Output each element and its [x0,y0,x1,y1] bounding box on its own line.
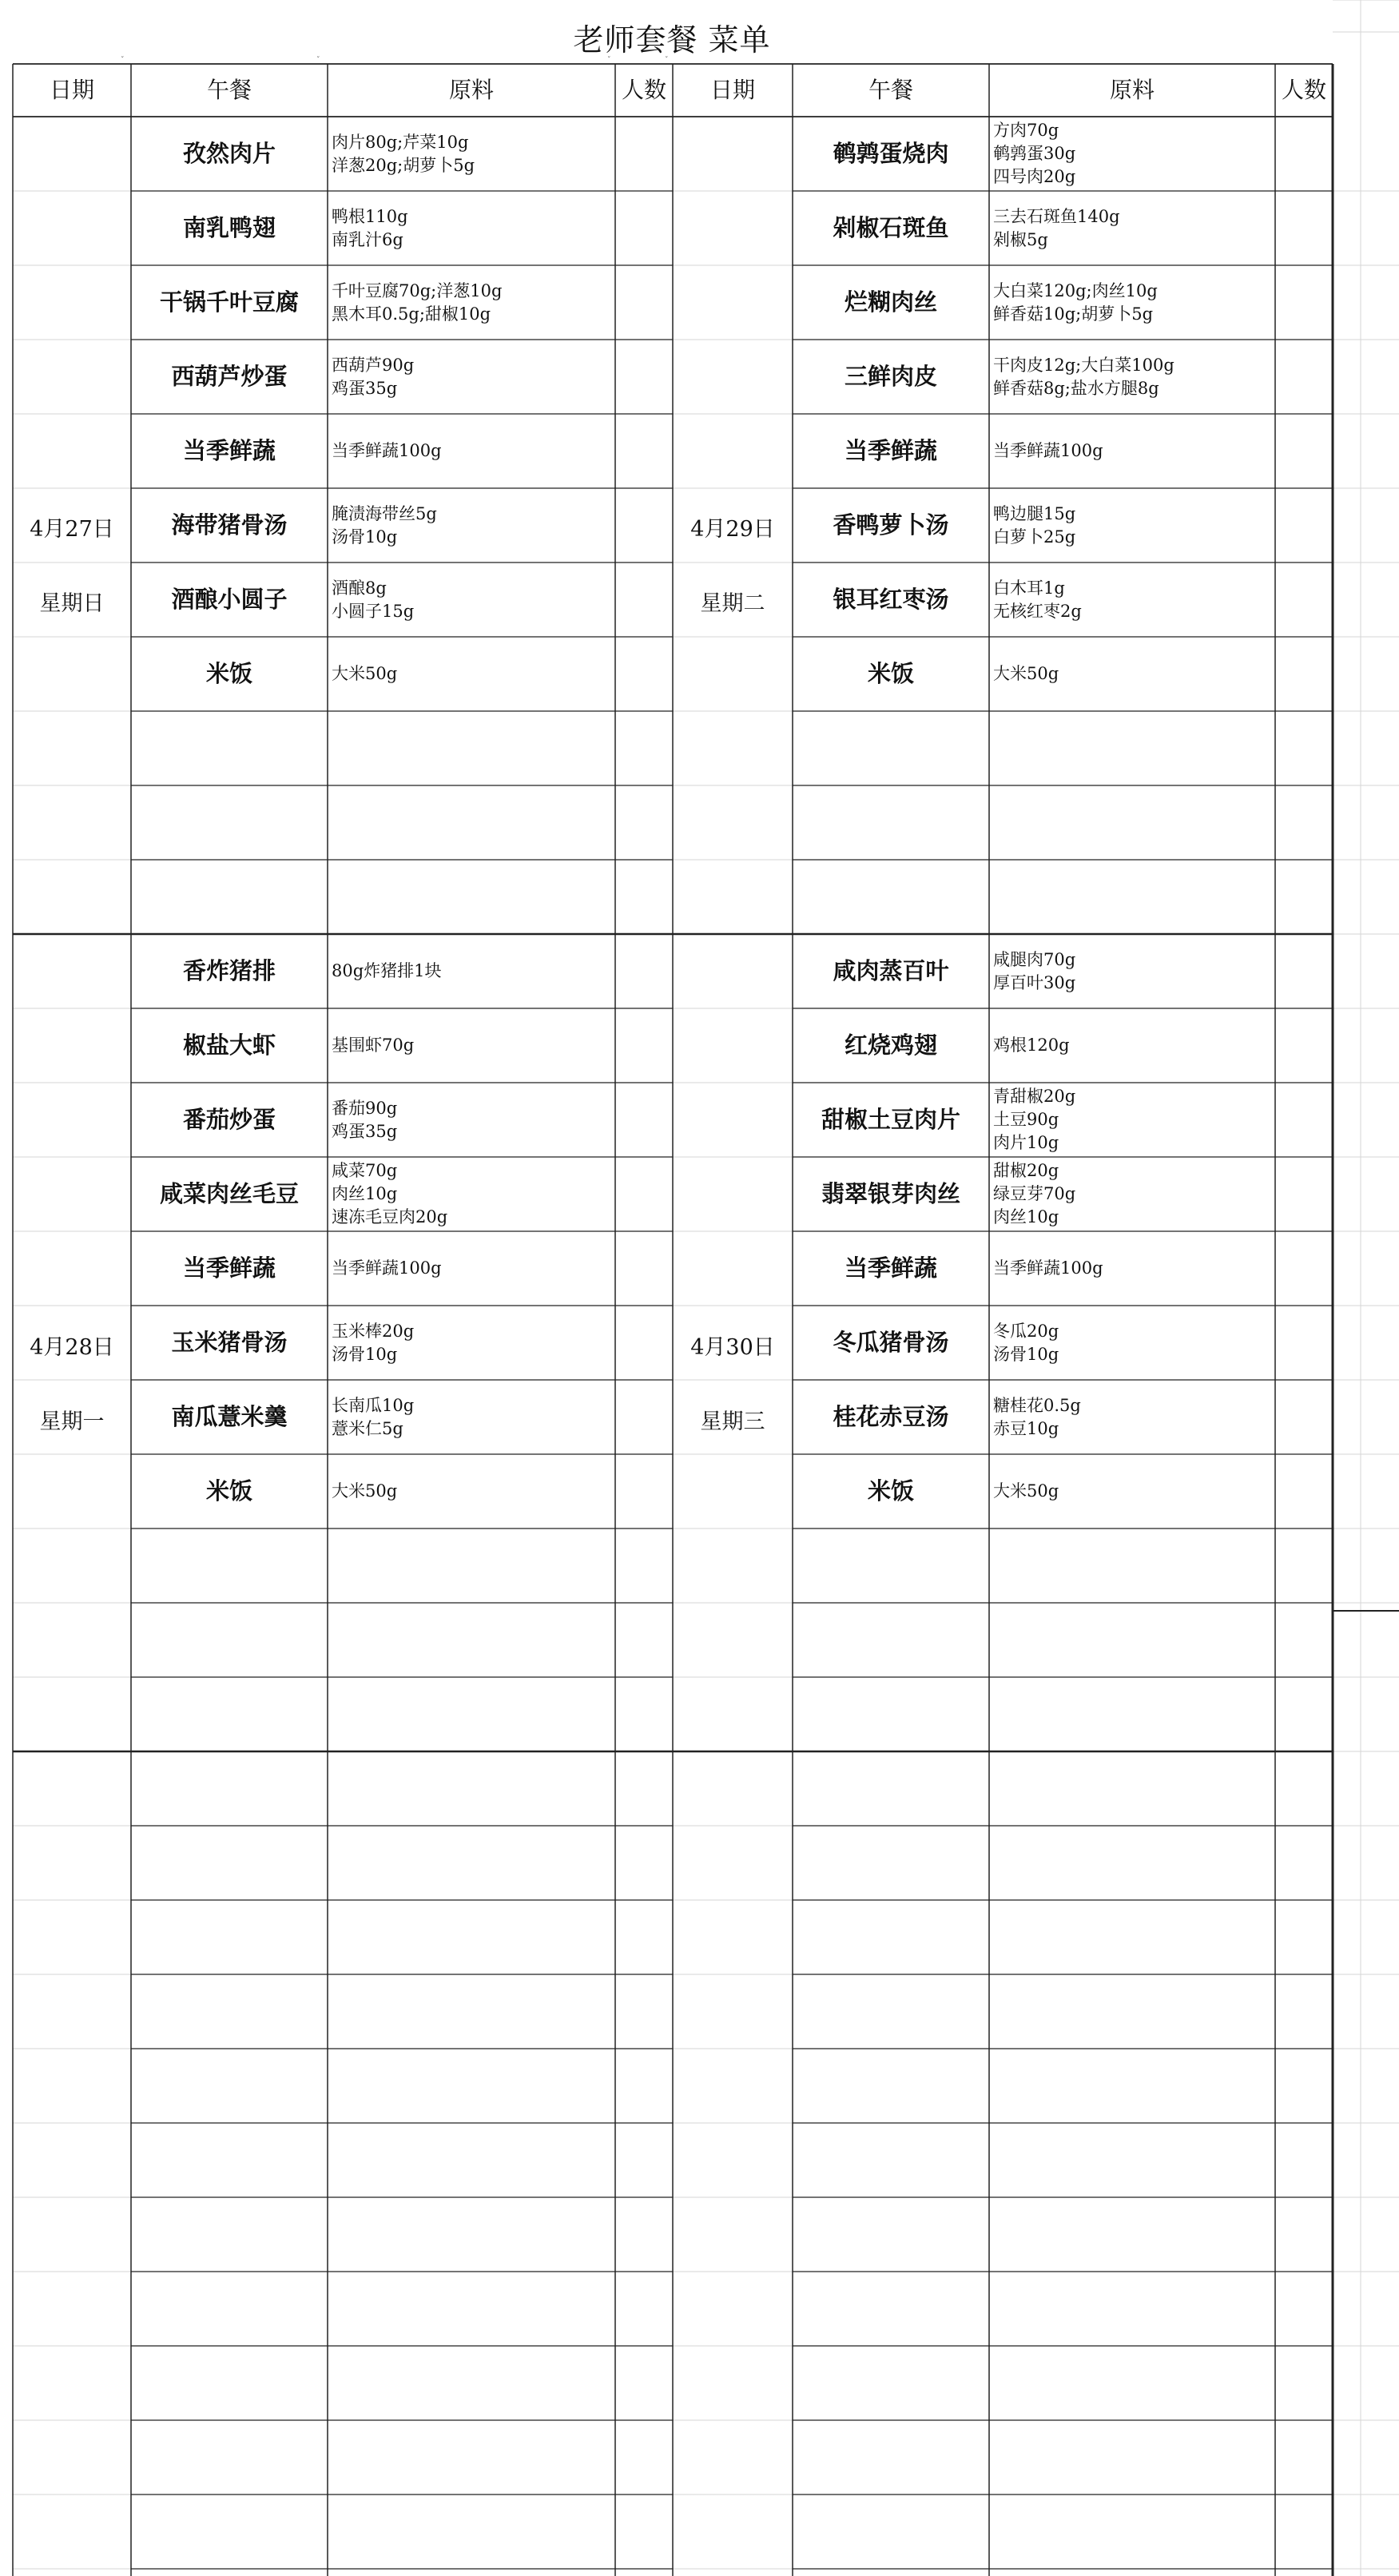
ingredient-list [328,1380,615,1454]
ingredient-line: 肉丝10g [993,1207,1059,1226]
ingredient-list [328,488,615,563]
dish-name: 当季鲜蔬 [182,1254,276,1282]
ingredient-line: 汤骨10g [332,527,398,547]
day-date: 4月28日 [30,1335,114,1360]
ingredient-line: 当季鲜蔬100g [332,1258,442,1278]
dish-name: 桂花赤豆汤 [833,1403,949,1430]
header-ingredients-right: 原料 [1109,77,1155,103]
ingredient-list [328,563,615,637]
dish-name: 玉米猪骨汤 [171,1329,288,1356]
ingredient-line: 赤豆10g [993,1418,1059,1438]
ingredient-list [328,934,615,1008]
header-date-right: 日期 [709,77,755,103]
filter-dropdown-marker[interactable]: ˇ [607,57,611,65]
ingredient-line: 四号肉20g [993,167,1076,186]
ingredient-list [989,340,1275,414]
ingredient-line: 鸭边腿15g [993,503,1076,523]
ingredient-line: 肉丝10g [332,1184,398,1203]
dish-name: 当季鲜蔬 [844,437,937,464]
ingredient-line: 白萝卜25g [993,527,1076,547]
day-weekday: 星期二 [700,591,765,616]
ingredient-line: 玉米棒20g [332,1321,415,1341]
ingredient-line: 鹌鹑蛋30g [993,144,1076,163]
ingredient-list [328,1306,615,1380]
ingredient-line: 干肉皮12g;大白菜100g [993,355,1174,375]
day-weekday: 星期日 [39,591,105,616]
ingredient-list [328,637,615,711]
dish-name: 香炸猪排 [182,957,276,984]
ingredient-line: 大米50g [332,1481,398,1501]
ingredient-list [989,934,1275,1008]
filter-dropdown-marker[interactable]: ˇ [665,57,669,65]
ingredient-line: 白木耳1g [993,578,1065,598]
ingredient-line: 南乳汁6g [332,229,403,249]
dish-name: 咸肉蒸百叶 [833,957,949,984]
dish-name: 海带猪骨汤 [171,511,288,539]
day-date: 4月27日 [30,517,114,542]
ingredient-line: 洋葱20g;胡萝卜5g [332,155,475,175]
ingredient-line: 鸭根110g [332,206,408,226]
ingredient-line: 当季鲜蔬100g [332,441,442,460]
ingredient-list [989,1231,1275,1306]
ingredient-line: 三去石斑鱼140g [993,206,1120,226]
header-count-left: 人数 [621,77,666,103]
ingredient-line: 番茄90g [332,1098,398,1118]
ingredient-list [328,414,615,488]
dish-name: 南乳鸭翅 [182,214,276,241]
ingredient-list [328,1083,615,1157]
ingredient-list [989,1083,1275,1157]
dish-name: 烂糊肉丝 [844,288,937,316]
ingredient-line: 80g炸猪排1块 [332,961,442,980]
ingredient-line: 绿豆芽70g [993,1184,1076,1203]
ingredient-line: 方肉70g [993,121,1059,140]
ingredient-line: 基围虾70g [332,1036,415,1055]
ingredient-list [989,1008,1275,1083]
ingredient-line: 无核红枣2g [993,601,1082,621]
ingredient-line: 速冻毛豆肉20g [332,1207,448,1226]
filter-dropdown-marker[interactable]: ˇ [316,57,320,65]
ingredient-list [989,1454,1275,1529]
ingredient-list [989,1306,1275,1380]
ingredient-list [328,191,615,265]
ingredient-line: 大米50g [993,1481,1059,1501]
dish-name: 南瓜薏米羹 [171,1403,288,1430]
ingredient-line: 肉片10g [993,1133,1059,1152]
ingredient-list [989,1157,1275,1231]
ingredient-line: 冬瓜20g [993,1321,1059,1341]
ingredient-list [989,563,1275,637]
ingredient-line: 土豆90g [993,1110,1059,1129]
ingredient-list [328,117,615,191]
dish-name: 干锅千叶豆腐 [159,288,299,316]
ingredient-line: 青甜椒20g [993,1087,1076,1106]
ingredient-line: 剁椒5g [993,229,1048,249]
dish-name: 椒盐大虾 [182,1032,276,1059]
ingredient-line: 大米50g [993,664,1059,683]
dish-name: 米饭 [205,660,252,687]
ingredient-line: 肉片80g;芹菜10g [332,132,469,152]
header-lunch-left: 午餐 [206,77,252,103]
ingredient-line: 长南瓜10g [332,1395,415,1415]
dish-name: 翡翠银芽肉丝 [821,1180,960,1207]
ingredient-line: 鸡蛋35g [332,378,398,398]
ingredient-line: 薏米仁5g [332,1418,403,1438]
ingredient-line: 大米50g [332,664,398,683]
ingredient-list [989,414,1275,488]
dish-name: 孜然肉片 [182,140,276,167]
dish-name: 米饭 [867,660,914,687]
ingredient-list [989,1380,1275,1454]
dish-name: 三鲜肉皮 [844,363,937,390]
dish-name: 鹌鹑蛋烧肉 [833,140,949,167]
ingredient-line: 鸡蛋35g [332,1121,398,1141]
ingredient-line: 鲜香菇10g;胡萝卜5g [993,304,1154,324]
ingredient-line: 小圆子15g [332,601,415,621]
dish-name: 当季鲜蔬 [844,1254,937,1282]
ingredient-list [989,488,1275,563]
ingredient-line: 汤骨10g [332,1344,398,1364]
dish-name: 番茄炒蛋 [182,1106,276,1133]
ingredient-line: 汤骨10g [993,1344,1059,1364]
day-weekday: 星期三 [700,1409,765,1434]
dish-name: 红烧鸡翅 [844,1032,937,1059]
ingredient-line: 鸡根120g [993,1036,1070,1055]
day-weekday: 星期一 [39,1409,105,1434]
header-ingredients-left: 原料 [448,77,494,103]
ingredient-line: 甜椒20g [993,1161,1059,1180]
header-lunch-right: 午餐 [868,77,913,103]
ingredient-line: 大白菜120g;肉丝10g [993,280,1158,300]
ingredient-line: 腌渍海带丝5g [332,503,437,523]
day-date: 4月30日 [690,1335,775,1360]
ingredient-list [328,1157,615,1231]
header-date-left: 日期 [49,77,94,103]
ingredient-list [328,1231,615,1306]
ingredient-line: 西葫芦90g [332,355,415,375]
ingredient-list [328,1454,615,1529]
dish-name: 香鸭萝卜汤 [833,511,949,539]
ingredient-line: 咸腿肉70g [993,949,1076,969]
ingredient-line: 酒酿8g [332,578,387,598]
ingredient-list [989,637,1275,711]
page-title: 老师套餐 菜单 [573,22,771,58]
ingredient-line: 黑木耳0.5g;甜椒10g [332,304,491,324]
ingredient-line: 厚百叶30g [993,972,1076,992]
ingredient-list [328,265,615,340]
header-count-right: 人数 [1281,77,1326,103]
dish-name: 米饭 [867,1477,914,1505]
dish-name: 西葫芦炒蛋 [171,363,288,390]
dish-name: 当季鲜蔬 [182,437,276,464]
ingredient-list [328,1008,615,1083]
ingredient-list [989,265,1275,340]
dish-name: 甜椒土豆肉片 [821,1106,960,1133]
ingredient-line: 当季鲜蔬100g [993,1258,1103,1278]
dish-name: 剁椒石斑鱼 [833,214,949,241]
ingredient-list [989,191,1275,265]
ingredient-line: 咸菜70g [332,1161,398,1180]
dish-name: 银耳红枣汤 [833,586,949,613]
dish-name: 冬瓜猪骨汤 [833,1329,949,1356]
dish-name: 咸菜肉丝毛豆 [159,1180,299,1207]
dish-name: 酒酿小圆子 [171,586,288,613]
ingredient-line: 鲜香菇8g;盐水方腿8g [993,378,1159,398]
filter-dropdown-marker[interactable]: ˇ [121,57,125,65]
ingredient-line: 糖桂花0.5g [993,1395,1081,1415]
ingredient-line: 千叶豆腐70g;洋葱10g [332,280,503,300]
day-date: 4月29日 [690,517,775,542]
ingredient-list [328,340,615,414]
dish-name: 米饭 [205,1477,252,1505]
ingredient-line: 当季鲜蔬100g [993,441,1103,460]
ingredient-list [989,117,1275,191]
